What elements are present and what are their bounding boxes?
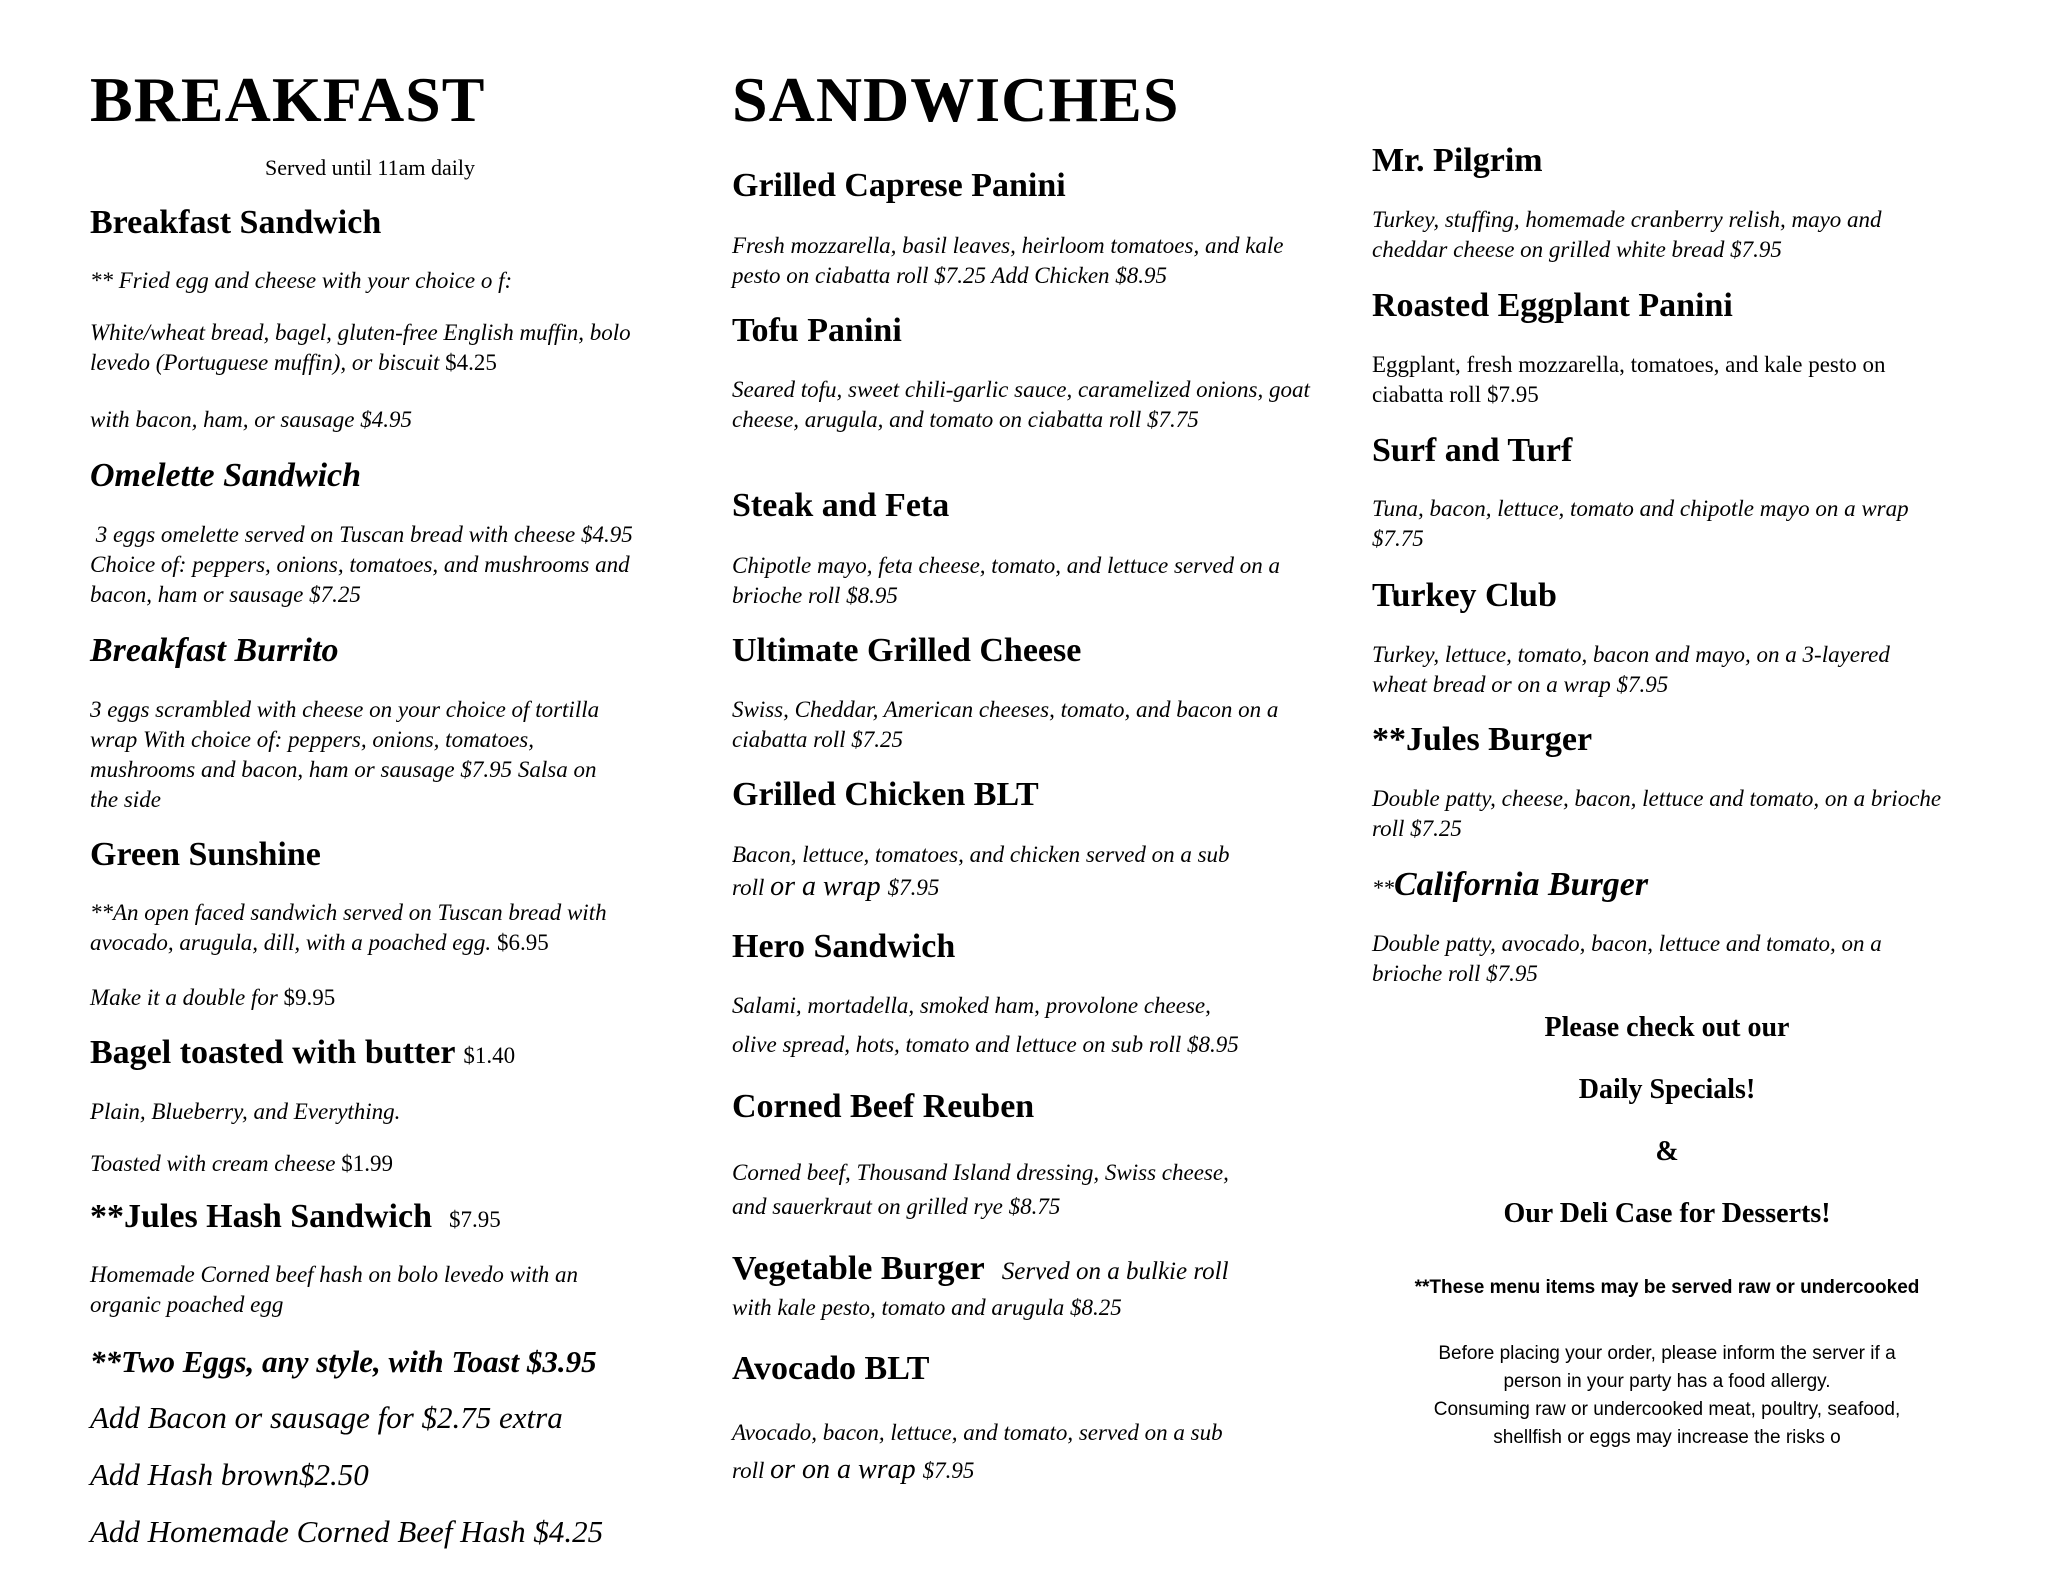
tofu-panini-desc: Seared tofu, sweet chili-garlic sauce, caramelized onions, goat cheese, arugula, and tomato on ciabatta roll $7.75 xyxy=(732,377,1310,432)
promo-ampersand: & xyxy=(1655,1136,1679,1167)
breakfast-sandwich-desc: ** Fried egg and cheese with your choice o f: xyxy=(90,268,513,293)
reuben-title: Corned Beef Reuben xyxy=(732,1088,1035,1125)
steak-feta-title: Steak and Feta xyxy=(732,487,950,524)
chicken-blt-desc-line1: Bacon, lettuce, tomatoes, and chicken served on a sub xyxy=(732,842,1230,867)
breakfast-sandwich-meat: with bacon, ham, or sausage $4.95 xyxy=(90,407,412,432)
reuben-desc-line2: and sauerkraut on grilled rye $8.75 xyxy=(732,1194,1061,1219)
mr-pilgrim-title: Mr. Pilgrim xyxy=(1372,142,1543,179)
green-sunshine-double: Make it a double for $9.95 xyxy=(90,985,336,1010)
promo-daily-specials: Daily Specials! xyxy=(1578,1074,1756,1105)
vegetable-burger-desc: with kale pesto, tomato and arugula $8.25 xyxy=(732,1295,1122,1320)
sandwiches-title: SANDWICHES xyxy=(732,64,1180,135)
promo-check-out: Please check out our xyxy=(1544,1012,1790,1043)
bagel-flavors: Plain, Blueberry, and Everything. xyxy=(90,1099,401,1124)
hero-sandwich-title: Hero Sandwich xyxy=(732,928,956,965)
jules-hash-title: **Jules Hash Sandwich $7.95 xyxy=(90,1198,501,1235)
two-eggs-item: **Two Eggs, any style, with Toast $3.95 xyxy=(90,1344,597,1379)
bagel-title: Bagel toasted with butter $1.40 xyxy=(90,1034,516,1071)
caprese-panini-title: Grilled Caprese Panini xyxy=(732,167,1066,204)
addon-corned-beef-hash: Add Homemade Corned Beef Hash $4.25 xyxy=(90,1514,604,1549)
surf-turf-title: Surf and Turf xyxy=(1372,432,1573,469)
allergy-line-2: person in your party has a food allergy. xyxy=(1503,1371,1831,1392)
breakfast-sandwich-title: Breakfast Sandwich xyxy=(90,204,382,241)
hero-sandwich-desc-line1: Salami, mortadella, smoked ham, provolone cheese, xyxy=(732,993,1211,1018)
jules-hash-desc: Homemade Corned beef hash on bolo levedo with an organic poached egg xyxy=(90,1262,579,1317)
mr-pilgrim-desc: Turkey, stuffing, homemade cranberry relish, mayo and cheddar cheese on grilled white bread $7.95 xyxy=(1372,207,1882,262)
breakfast-sandwich-options: White/wheat bread, bagel, gluten-free English muffin, bolo levedo (Portuguese muffin), or biscuit $4.25 xyxy=(90,320,631,375)
breakfast-burrito-title: Breakfast Burrito xyxy=(90,632,339,669)
california-burger-desc: Double patty, avocado, bacon, lettuce and tomato, on a brioche roll $7.95 xyxy=(1372,931,1882,986)
surf-turf-desc: Tuna, bacon, lettuce, tomato and chipotle mayo on a wrap $7.75 xyxy=(1372,496,1909,551)
allergy-line-1: Before placing your order, please inform the server if a xyxy=(1438,1343,1896,1364)
turkey-club-title: Turkey Club xyxy=(1372,577,1557,614)
grilled-cheese-title: Ultimate Grilled Cheese xyxy=(732,632,1082,669)
chicken-blt-desc-line2: roll or a wrap $7.95 xyxy=(732,871,940,902)
tofu-panini-title: Tofu Panini xyxy=(732,312,902,349)
avocado-blt-title: Avocado BLT xyxy=(732,1350,930,1387)
green-sunshine-desc: **An open faced sandwich served on Tuscan bread with avocado, arugula, dill, with a poached egg. $6.95 xyxy=(90,900,607,955)
allergy-line-4: shellfish or eggs may increase the risks o xyxy=(1493,1427,1841,1448)
green-sunshine-title: Green Sunshine xyxy=(90,836,321,873)
breakfast-subtitle: Served until 11am daily xyxy=(265,155,475,180)
addon-bacon: Add Bacon or sausage for $2.75 extra xyxy=(90,1400,563,1435)
steak-feta-desc: Chipotle mayo, feta cheese, tomato, and lettuce served on a brioche roll $8.95 xyxy=(732,553,1281,608)
hero-sandwich-desc-line2: olive spread, hots, tomato and lettuce on sub roll $8.95 xyxy=(732,1032,1239,1057)
california-burger-title: **California Burger xyxy=(1372,866,1649,903)
vegetable-burger-title: Vegetable Burger Served on a bulkie roll xyxy=(732,1250,1229,1287)
omelette-sandwich-desc: 3 eggs omelette served on Tuscan bread with cheese $4.95 Choice of: peppers, onions, tomatoes, and mushrooms and bacon, ham or sausage $7.25 xyxy=(90,522,645,607)
reuben-desc-line1: Corned beef, Thousand Island dressing, Swiss cheese, xyxy=(732,1160,1229,1185)
eggplant-panini-desc: Eggplant, fresh mozzarella, tomatoes, and kale pesto on ciabatta roll $7.95 xyxy=(1372,352,1886,407)
grilled-cheese-desc: Swiss, Cheddar, American cheeses, tomato, and bacon on a ciabatta roll $7.25 xyxy=(732,697,1279,752)
avocado-blt-desc-line1: Avocado, bacon, lettuce, and tomato, served on a sub xyxy=(732,1420,1223,1445)
turkey-club-desc: Turkey, lettuce, tomato, bacon and mayo, on a 3-layered wheat bread or on a wrap $7.95 xyxy=(1372,642,1890,697)
bagel-cream-cheese: Toasted with cream cheese $1.99 xyxy=(90,1151,394,1176)
eggplant-panini-title: Roasted Eggplant Panini xyxy=(1372,287,1733,324)
promo-deli-case: Our Deli Case for Desserts! xyxy=(1503,1198,1831,1229)
breakfast-title: BREAKFAST xyxy=(90,64,486,135)
jules-burger-desc: Double patty, cheese, bacon, lettuce and tomato, on a brioche roll $7.25 xyxy=(1372,786,1942,841)
allergy-line-3: Consuming raw or undercooked meat, poultry, seafood, xyxy=(1433,1399,1901,1420)
avocado-blt-desc-line2: roll or on a wrap $7.95 xyxy=(732,1454,975,1485)
omelette-sandwich-title: Omelette Sandwich xyxy=(90,457,362,494)
addon-hash-brown: Add Hash brown$2.50 xyxy=(90,1457,369,1492)
caprese-panini-desc: Fresh mozzarella, basil leaves, heirloom tomatoes, and kale pesto on ciabatta roll $7.25 Add Chicken $8.95 xyxy=(732,233,1284,288)
raw-warning: **These menu items may be served raw or undercooked xyxy=(1414,1277,1920,1298)
jules-burger-title: **Jules Burger xyxy=(1372,721,1593,758)
breakfast-burrito-desc: 3 eggs scrambled with cheese on your choice of tortilla wrap With choice of: peppers, onions, tomatoes, mushrooms and bacon, ham or sausage $7.95 Salsa on the side xyxy=(90,697,600,812)
chicken-blt-title: Grilled Chicken BLT xyxy=(732,776,1039,813)
